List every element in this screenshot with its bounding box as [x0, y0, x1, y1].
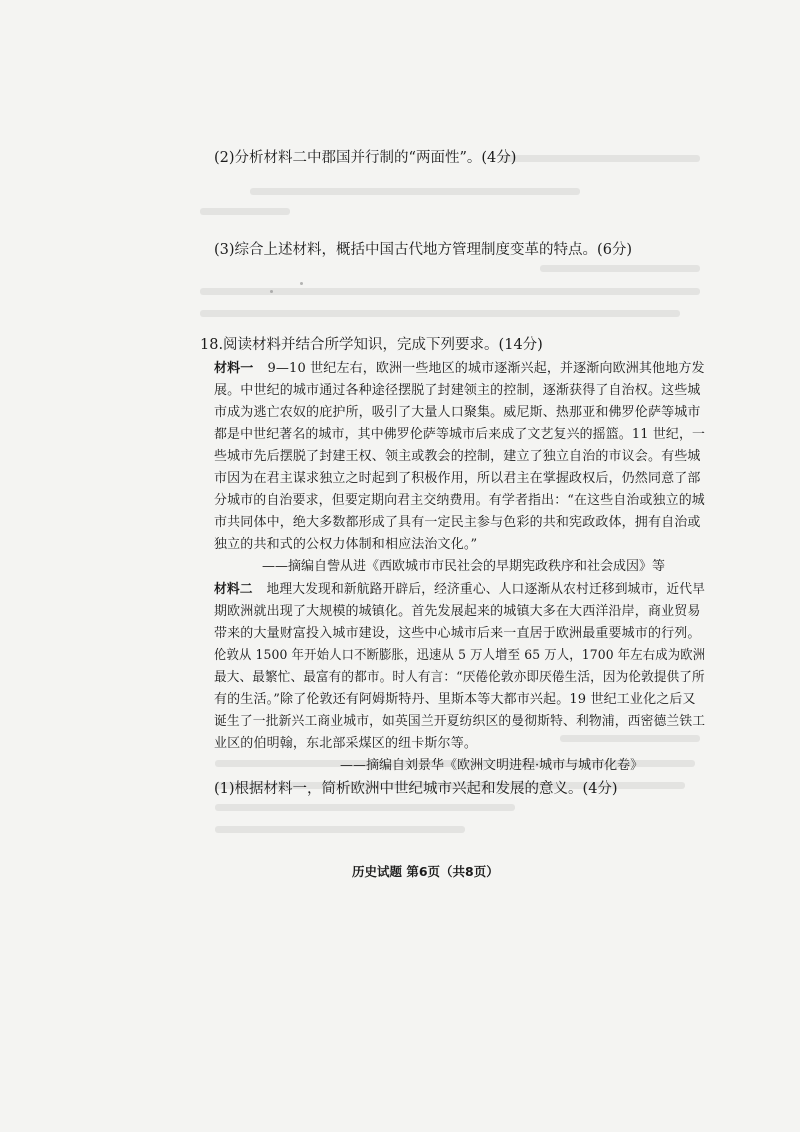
show-through-line [200, 208, 290, 215]
material-2-line: 最大、最繁忙、最富有的都市。时人有言：“厌倦伦敦亦即厌倦生活，因为伦敦提供了所 [214, 670, 705, 685]
material-2-line: 诞生了一批新兴工商业城市，如英国兰开夏纺织区的曼彻斯特、利物浦，西密德兰铁工 [214, 714, 706, 729]
show-through-line [250, 188, 580, 195]
material-2-label: 材料二 [214, 582, 253, 597]
show-through-line [560, 735, 700, 742]
q17-part2: (2)分析材料二中郡国并行制的“两面性”。(4分) [214, 150, 517, 166]
show-through-line [215, 826, 465, 833]
material-1-line: 市成为逃亡农奴的庇护所，吸引了大量人口聚集。威尼斯、热那亚和佛罗伦萨等城市 [214, 405, 701, 420]
material-2-source: ——摘编自刘景华《欧洲文明进程·城市与城市化卷》 [340, 758, 644, 773]
q18-heading: 18.阅读材料并结合所学知识，完成下列要求。(14分) [200, 337, 543, 353]
material-2-line: 伦敦从 1500 年开始人口不断膨胀，迅速从 5 万人增至 65 万人，1700 年左右成为欧洲 [214, 648, 706, 663]
material-1-line: 市因为在君主谋求独立之时起到了积极作用，所以君主在掌握政权后，仍然同意了部 [214, 471, 701, 486]
scan-speck [270, 290, 273, 293]
material-1-line: 些城市先后摆脱了封建王权、领主或教会的控制，建立了独立自治的市议会。有些城 [214, 449, 701, 464]
material-2-line: 有的生活。”除了伦敦还有阿姆斯特丹、里斯本等大都市兴起。19 世纪工业化之后又 [214, 692, 696, 707]
material-1-line: 分城市的自治要求，但要定期向君主交纳费用。有学者指出：“在这些自治或独立的城 [214, 493, 705, 508]
show-through-line [540, 265, 700, 272]
material-2-line: 带来的大量财富投入城市建设，这些中心城市后来一直居于欧洲最重要城市的行列。 [214, 626, 701, 641]
material-2-text: 地理大发现和新航路开辟后，经济重心、人口逐渐从农村迁移到城市，近代早 [266, 582, 706, 597]
material-1-line: 展。中世纪的城市通过各种途径摆脱了封建领主的控制，逐渐获得了自治权。这些城 [214, 383, 701, 398]
show-through-line [215, 804, 515, 811]
material-1-line: 都是中世纪著名的城市，其中佛罗伦萨等城市后来成了文艺复兴的摇篮。11 世纪，一 [214, 427, 706, 442]
material-1-label: 材料一 [214, 361, 254, 376]
material-2-line [214, 580, 705, 600]
q17-part3: (3)综合上述材料，概括中国古代地方管理制度变革的特点。(6分) [214, 242, 633, 258]
material-1-line: 市共同体中，绝大多数都形成了具有一定民主参与色彩的共和宪政政体，拥有自治或 [214, 515, 701, 530]
q18-part1: (1)根据材料一，简析欧洲中世纪城市兴起和发展的意义。(4分) [214, 781, 618, 797]
material-2-line: 期欧洲就出现了大规模的城镇化。首先发展起来的城镇大多在大西洋沿岸，商业贸易 [214, 604, 701, 619]
material-2-line: 业区的伯明翰，东北部采煤区的纽卡斯尔等。 [214, 736, 478, 751]
material-1-line [214, 359, 705, 379]
scan-speck [300, 282, 303, 285]
material-1-text: 9—10 世纪左右，欧洲一些地区的城市逐渐兴起，并逐渐向欧洲其他地方发 [267, 361, 705, 376]
material-1-source: ——摘编自訾从进《西欧城市市民社会的早期宪政秩序和社会成因》等 [262, 559, 666, 574]
show-through-line [500, 155, 700, 162]
show-through-line [200, 288, 700, 295]
show-through-line [200, 310, 680, 317]
material-1-line: 独立的共和式的公权力体制和相应法治文化。” [214, 537, 478, 552]
page-footer: 历史试题 第6页（共8页） [352, 864, 499, 879]
